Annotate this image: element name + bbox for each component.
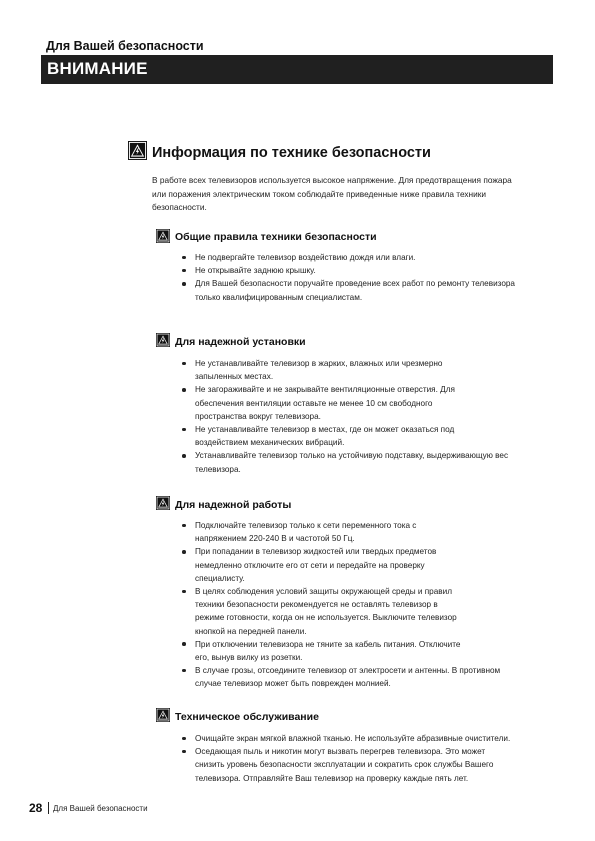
list-item: Не загораживайте и не закрывайте вентиляционные отверстия. Для обеспечения вентиляции оставьте не менее 10 см свободного пространства вокруг телевизора. [195, 383, 555, 423]
section-title: Для Вашей безопасности [46, 39, 204, 53]
warning-triangle-icon [128, 141, 147, 160]
list-item: Не устанавливайте телевизор в жарких, влажных или чрезмерно запыленных местах. [195, 357, 555, 383]
warning-triangle-icon [156, 708, 170, 722]
list-item: Очищайте экран мягкой влажной тканью. Не используйте абразивные очистители. [195, 732, 555, 745]
section-heading-operation: Для надежной работы [175, 499, 292, 511]
list-item: Оседающая пыль и никотин могут вызвать перегрев телевизора. Это может снизить уровень безопасности эксплуатации и сократить срок службы Вашего телевизора. Отправляйте Ваш телевизор на проверку каждые пять лет. [195, 745, 555, 785]
section-heading-general: Общие правила техники безопасности [175, 231, 377, 243]
intro-text: В работе всех телевизоров используется высокое напряжение. Для предотвращения пожара или поражения электрическим током соблюдайте приведенные ниже правила техники безопасности. [152, 175, 512, 213]
page-heading: Информация по технике безопасности [152, 145, 431, 161]
list-item: В случае грозы, отсоедините телевизор от электросети и антенны. В противном случае телевизор может быть поврежден молнией. [195, 664, 555, 690]
banner-label: ВНИМАНИЕ [47, 59, 148, 78]
bullet-list-general [195, 251, 555, 304]
warning-triangle-icon [156, 333, 170, 347]
bullet-list-installation [195, 357, 555, 476]
footer-divider [48, 802, 49, 814]
footer-section-label: Для Вашей безопасности [53, 804, 148, 813]
list-item: Для Вашей безопасности поручайте проведение всех работ по ремонту телевизора только квалифицированным специалистам. [195, 277, 555, 303]
warning-triangle-icon [156, 229, 170, 243]
list-item: При отключении телевизора не тяните за кабель питания. Отключите его, вынув вилку из розетки. [195, 638, 555, 664]
list-item: Не устанавливайте телевизор в местах, где он может оказаться под воздействием механических вибраций. [195, 423, 555, 449]
section-heading-installation: Для надежной установки [175, 336, 306, 348]
list-item: Не подвергайте телевизор воздействию дождя или влаги. [195, 251, 555, 264]
bullet-list-maintenance [195, 732, 555, 785]
warning-banner [41, 55, 553, 84]
list-item: Подключайте телевизор только к сети переменного тока с напряжением 220-240 В и частотой 50 Гц. [195, 519, 555, 545]
list-item: В целях соблюдения условий защиты окружающей среды и правил техники безопасности рекомендуется не оставлять телевизор в режиме готовности, когда он не используется. Выключите телевизор кнопкой на передней панели. [195, 585, 555, 638]
bullet-list-operation [195, 519, 555, 691]
section-heading-maintenance: Техническое обслуживание [175, 711, 319, 723]
list-item: При попадании в телевизор жидкостей или твердых предметов немедленно отключите его от сети и передайте на проверку специалисту. [195, 545, 555, 585]
list-item: Устанавливайте телевизор только на устойчивую подставку, выдерживающую вес телевизора. [195, 449, 555, 475]
page-number: 28 [29, 801, 43, 815]
warning-triangle-icon [156, 496, 170, 510]
list-item: Не открывайте заднюю крышку. [195, 264, 555, 277]
